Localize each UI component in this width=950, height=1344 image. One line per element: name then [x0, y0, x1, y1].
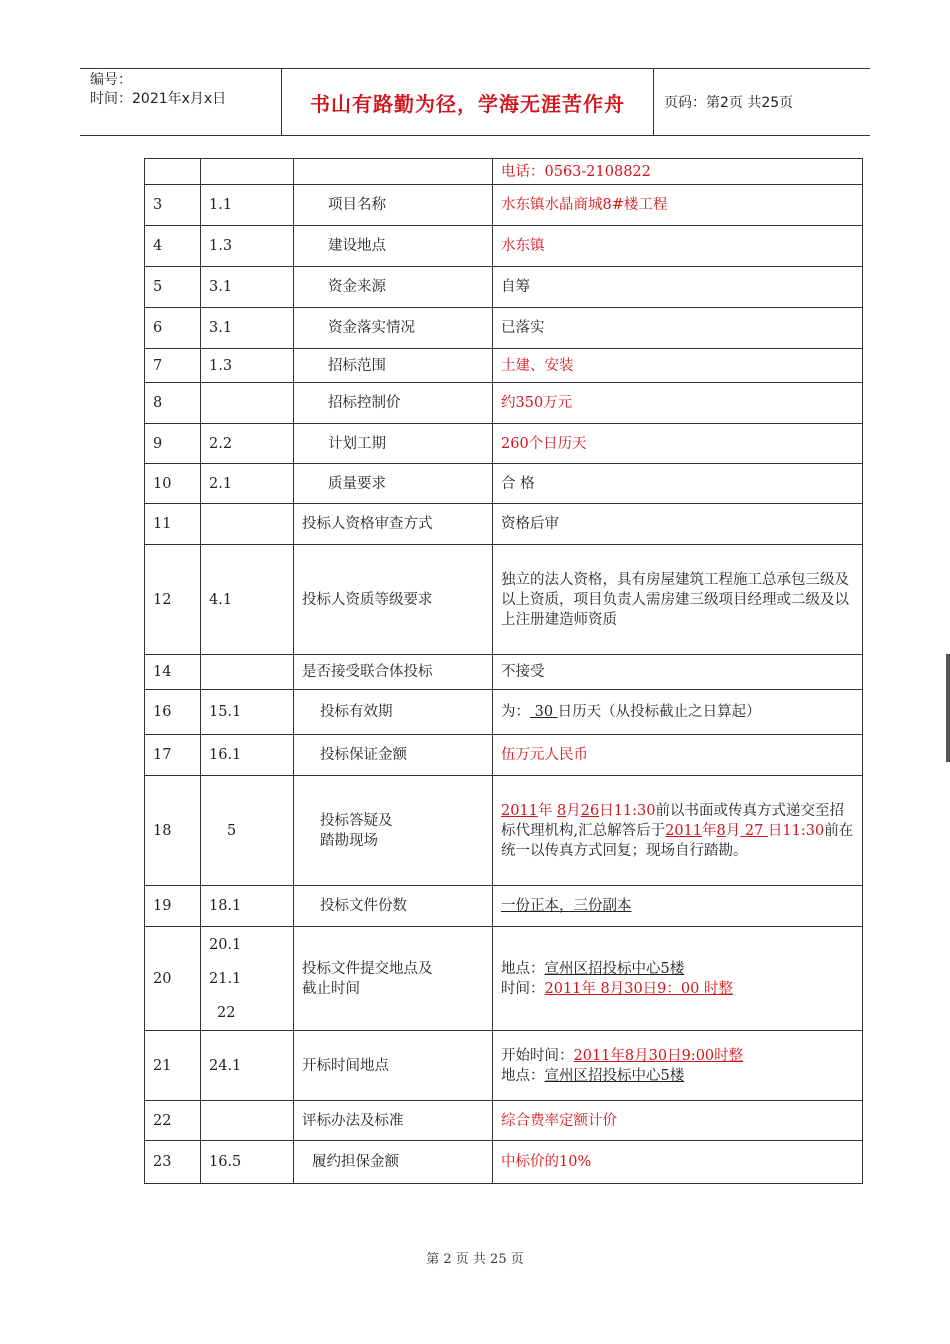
table-row [145, 886, 863, 927]
table-row [145, 308, 863, 349]
item-content: 合 格 [493, 464, 863, 504]
item-name: 招标范围 [294, 349, 493, 383]
code-label: 编号： [90, 72, 132, 88]
clause-number: 15.1 [201, 690, 294, 735]
table-row [145, 383, 863, 424]
item-content: 自筹 [493, 267, 863, 308]
submission-place-line [501, 959, 854, 979]
clause-line: 20.1 [209, 936, 242, 953]
page-edge-marker [946, 654, 950, 762]
place-label: 地点： [501, 960, 545, 977]
qa-day-2: 27 [740, 822, 768, 839]
qa-day-1: 26 [580, 802, 600, 819]
item-name: 计划工期 [294, 424, 493, 464]
table-row [145, 1141, 863, 1184]
place-value: 宣州区招投标中心5楼 [544, 960, 685, 977]
clause-number [201, 927, 294, 1031]
clause-number: 1.1 [201, 185, 294, 226]
qa-cell [493, 776, 863, 886]
item-content: 260个日历天 [493, 424, 863, 464]
row-number [145, 159, 201, 185]
place-label: 地点： [501, 1067, 545, 1084]
qa-time-2: 11:30 [782, 822, 825, 839]
row-number: 16 [145, 690, 201, 735]
item-name: 投标文件份数 [294, 886, 493, 927]
validity-suffix: 日历天（从投标截止之日算起） [557, 704, 761, 720]
table-row [145, 1031, 863, 1101]
table-row [145, 159, 863, 185]
item-content: 水东镇水晶商城8#楼工程 [493, 185, 863, 226]
row-number: 9 [145, 424, 201, 464]
clause-number [201, 1101, 294, 1141]
qa-month-1: 8 [557, 802, 567, 819]
clause-number [201, 655, 294, 690]
item-content: 约350万元 [493, 383, 863, 424]
table-row [145, 424, 863, 464]
time-label: 时间： [501, 980, 545, 997]
qa-month-text: 月 [566, 802, 581, 819]
qa-year-text: 年 [537, 802, 558, 819]
clause-number: 5 [201, 776, 294, 886]
qa-year-1: 2011 [501, 802, 538, 819]
row-number: 18 [145, 776, 201, 886]
place-value: 宣州区招投标中心5楼 [544, 1067, 685, 1084]
table-row [145, 1101, 863, 1141]
clause-line: 22 [217, 1004, 236, 1021]
row-number: 5 [145, 267, 201, 308]
submission-cell [493, 927, 863, 1031]
table-row [145, 349, 863, 383]
page-footer: 第 2 页 共 25 页 [426, 1252, 524, 1267]
item-name: 招标控制价 [294, 383, 493, 424]
row-number: 19 [145, 886, 201, 927]
table-row [145, 504, 863, 545]
row-number: 10 [145, 464, 201, 504]
item-content: 已落实 [493, 308, 863, 349]
clause-number: 24.1 [201, 1031, 294, 1101]
table-row [145, 927, 863, 1031]
table-row [145, 185, 863, 226]
item-name [294, 159, 493, 185]
validity-days: 30 [530, 704, 558, 720]
row-number: 8 [145, 383, 201, 424]
item-content: 中标价的10% [493, 1141, 863, 1184]
qa-month-2: 8 [716, 822, 726, 839]
header-motto: 书山有路勤为径，学海无涯苦作舟 [282, 69, 654, 135]
row-number: 3 [145, 185, 201, 226]
item-content: 综合费率定额计价 [493, 1101, 863, 1141]
item-name [294, 776, 493, 886]
table-row [145, 776, 863, 886]
item-name: 是否接受联合体投标 [294, 655, 493, 690]
item-content: 不接受 [493, 655, 863, 690]
validity-prefix: 为： [501, 704, 530, 720]
qa-day-text: 日 [599, 802, 614, 819]
opening-place-line [501, 1066, 854, 1086]
qa-text-1: 前以书面或传真方式递交至招标代理机构,汇总解答后于 [501, 802, 844, 839]
item-content: 水东镇 [493, 226, 863, 267]
header-meta [80, 69, 282, 135]
clause-number: 18.1 [201, 886, 294, 927]
row-number: 20 [145, 927, 201, 1031]
item-name: 资金落实情况 [294, 308, 493, 349]
row-number: 7 [145, 349, 201, 383]
item-content: 独立的法人资格，具有房屋建筑工程施工总承包三级及以上资质，项目负责人需房建三级项目经理或二级及以上注册建造师资质 [493, 545, 863, 655]
row-number: 22 [145, 1101, 201, 1141]
qa-year-2: 2011 [665, 822, 703, 839]
item-name: 投标人资质等级要求 [294, 545, 493, 655]
item-name: 项目名称 [294, 185, 493, 226]
row-number: 4 [145, 226, 201, 267]
table-row [145, 267, 863, 308]
time-label: 时间：2021年x月x日 [90, 91, 227, 107]
item-name-line: 截止时间 [302, 980, 360, 997]
clause-number: 3.1 [201, 267, 294, 308]
row-number: 17 [145, 735, 201, 776]
opening-cell [493, 1031, 863, 1101]
table-row [145, 655, 863, 690]
page-header [80, 68, 870, 136]
clause-number [201, 159, 294, 185]
start-label: 开始时间： [501, 1047, 574, 1064]
clause-number: 1.3 [201, 226, 294, 267]
table-row [145, 735, 863, 776]
row-number: 23 [145, 1141, 201, 1184]
start-value: 2011年8月30日9:00时整 [573, 1047, 744, 1064]
item-name: 履约担保金额 [294, 1141, 493, 1184]
row-number: 6 [145, 308, 201, 349]
item-name-line: 投标文件提交地点及 [302, 960, 433, 977]
qa-month-text-2: 月 [725, 822, 741, 839]
qa-year-text-2: 年 [702, 822, 717, 839]
submission-time-line [501, 979, 854, 999]
item-name: 投标人资格审查方式 [294, 504, 493, 545]
bid-info-table [144, 158, 863, 1184]
opening-start-line [501, 1046, 854, 1066]
table-row [145, 690, 863, 735]
phone-cell: 电话：0563-2108822 [493, 159, 863, 185]
item-name: 质量要求 [294, 464, 493, 504]
item-name: 资金来源 [294, 267, 493, 308]
item-name-line: 投标答疑及 [320, 812, 393, 829]
qa-day-text-2: 日 [767, 822, 783, 839]
item-name [294, 927, 493, 1031]
row-number: 12 [145, 545, 201, 655]
item-name: 投标有效期 [294, 690, 493, 735]
clause-number: 16.5 [201, 1141, 294, 1184]
item-content: 一份正本，三份副本 [493, 886, 863, 927]
validity-cell [493, 690, 863, 735]
row-number: 21 [145, 1031, 201, 1101]
row-number: 14 [145, 655, 201, 690]
item-name-line: 踏勘现场 [320, 832, 378, 849]
row-number: 11 [145, 504, 201, 545]
clause-number: 2.2 [201, 424, 294, 464]
table-row [145, 545, 863, 655]
clause-number: 3.1 [201, 308, 294, 349]
item-name: 开标时间地点 [294, 1031, 493, 1101]
item-content: 土建、安装 [493, 349, 863, 383]
clause-number [201, 504, 294, 545]
clause-line: 21.1 [209, 970, 242, 987]
item-content: 资格后审 [493, 504, 863, 545]
item-name: 评标办法及标准 [294, 1101, 493, 1141]
item-name: 投标保证金额 [294, 735, 493, 776]
qa-text-2: 前在统一以传真方式回复；现场自行踏勘。 [501, 822, 854, 859]
clause-number: 2.1 [201, 464, 294, 504]
clause-number: 16.1 [201, 735, 294, 776]
clause-number [201, 383, 294, 424]
time-value: 2011年 8月30日9：00 时整 [544, 980, 733, 997]
table-row [145, 464, 863, 504]
table-row [145, 226, 863, 267]
clause-number: 4.1 [201, 545, 294, 655]
qa-time-1: 11:30 [613, 802, 656, 819]
item-content: 伍万元人民币 [493, 735, 863, 776]
clause-number: 1.3 [201, 349, 294, 383]
header-page-info: 页码：第2页 共25页 [664, 95, 794, 111]
item-name: 建设地点 [294, 226, 493, 267]
